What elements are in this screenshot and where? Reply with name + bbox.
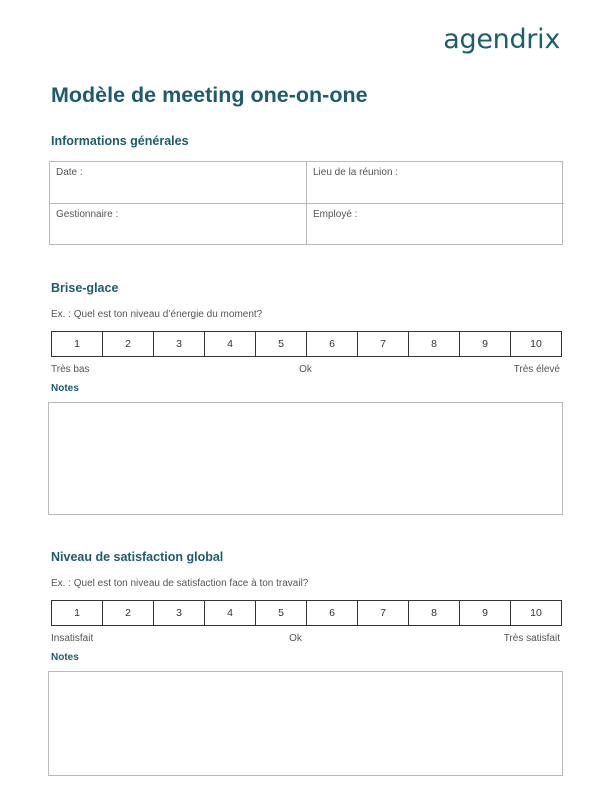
energy-scale-option[interactable]: 1: [52, 332, 103, 356]
energy-scale-option[interactable]: 9: [460, 332, 511, 356]
energy-scale-option[interactable]: 2: [103, 332, 154, 356]
energy-scale-option[interactable]: 7: [358, 332, 409, 356]
scale-label-low: Très bas: [51, 364, 90, 375]
icebreaker-notes-label: Notes: [51, 383, 79, 394]
energy-scale-option[interactable]: 4: [205, 332, 256, 356]
satisfaction-scale-option[interactable]: 8: [409, 601, 460, 625]
scale-label-high: Très élevé: [513, 364, 560, 375]
scale-label-mid: Ok: [299, 364, 312, 375]
date-field[interactable]: [50, 162, 307, 204]
satisfaction-prompt: Ex. : Quel est ton niveau de satisfaction face à ton travail?: [51, 578, 309, 589]
scale-label-high: Très satisfait: [503, 633, 560, 644]
general-info-heading: Informations générales: [51, 134, 189, 148]
satisfaction-scale-option[interactable]: 1: [52, 601, 103, 625]
energy-scale-option[interactable]: 6: [307, 332, 358, 356]
meeting-place-field-label: Lieu de la réunion :: [313, 167, 399, 178]
satisfaction-scale-option[interactable]: 9: [460, 601, 511, 625]
icebreaker-notes-box[interactable]: [48, 402, 563, 515]
satisfaction-scale-option[interactable]: 7: [358, 601, 409, 625]
satisfaction-scale-option[interactable]: 5: [256, 601, 307, 625]
scale-label-mid: Ok: [289, 633, 302, 644]
icebreaker-heading: Brise-glace: [51, 281, 119, 295]
satisfaction-notes-label: Notes: [51, 652, 79, 663]
general-info-table: [49, 161, 563, 245]
satisfaction-scale-option[interactable]: 6: [307, 601, 358, 625]
energy-scale-option[interactable]: 8: [409, 332, 460, 356]
satisfaction-heading: Niveau de satisfaction global: [51, 550, 224, 564]
satisfaction-scale-option[interactable]: 10: [530, 607, 542, 619]
satisfaction-notes-box[interactable]: [48, 671, 563, 776]
energy-scale: [51, 331, 562, 357]
energy-scale-option[interactable]: 3: [154, 332, 205, 356]
energy-scale-option[interactable]: 5: [256, 332, 307, 356]
satisfaction-scale-option[interactable]: 4: [205, 601, 256, 625]
employee-field-label: Employé :: [313, 209, 358, 220]
meeting-place-field[interactable]: [307, 162, 564, 204]
satisfaction-scale-option[interactable]: 2: [103, 601, 154, 625]
date-field-label: Date :: [56, 167, 83, 178]
icebreaker-prompt: Ex. : Quel est ton niveau d’énergie du moment?: [51, 309, 263, 320]
manager-field[interactable]: [50, 204, 307, 245]
satisfaction-scale: [51, 600, 562, 626]
scale-label-low: Insatisfait: [51, 633, 94, 644]
employee-field[interactable]: [307, 204, 564, 245]
manager-field-label: Gestionnaire :: [56, 209, 119, 220]
agendrix-logo: agendrix: [443, 24, 560, 55]
satisfaction-scale-option[interactable]: 3: [154, 601, 205, 625]
energy-scale-option[interactable]: 10: [530, 338, 542, 350]
page-title: Modèle de meeting one-on-one: [51, 83, 368, 107]
